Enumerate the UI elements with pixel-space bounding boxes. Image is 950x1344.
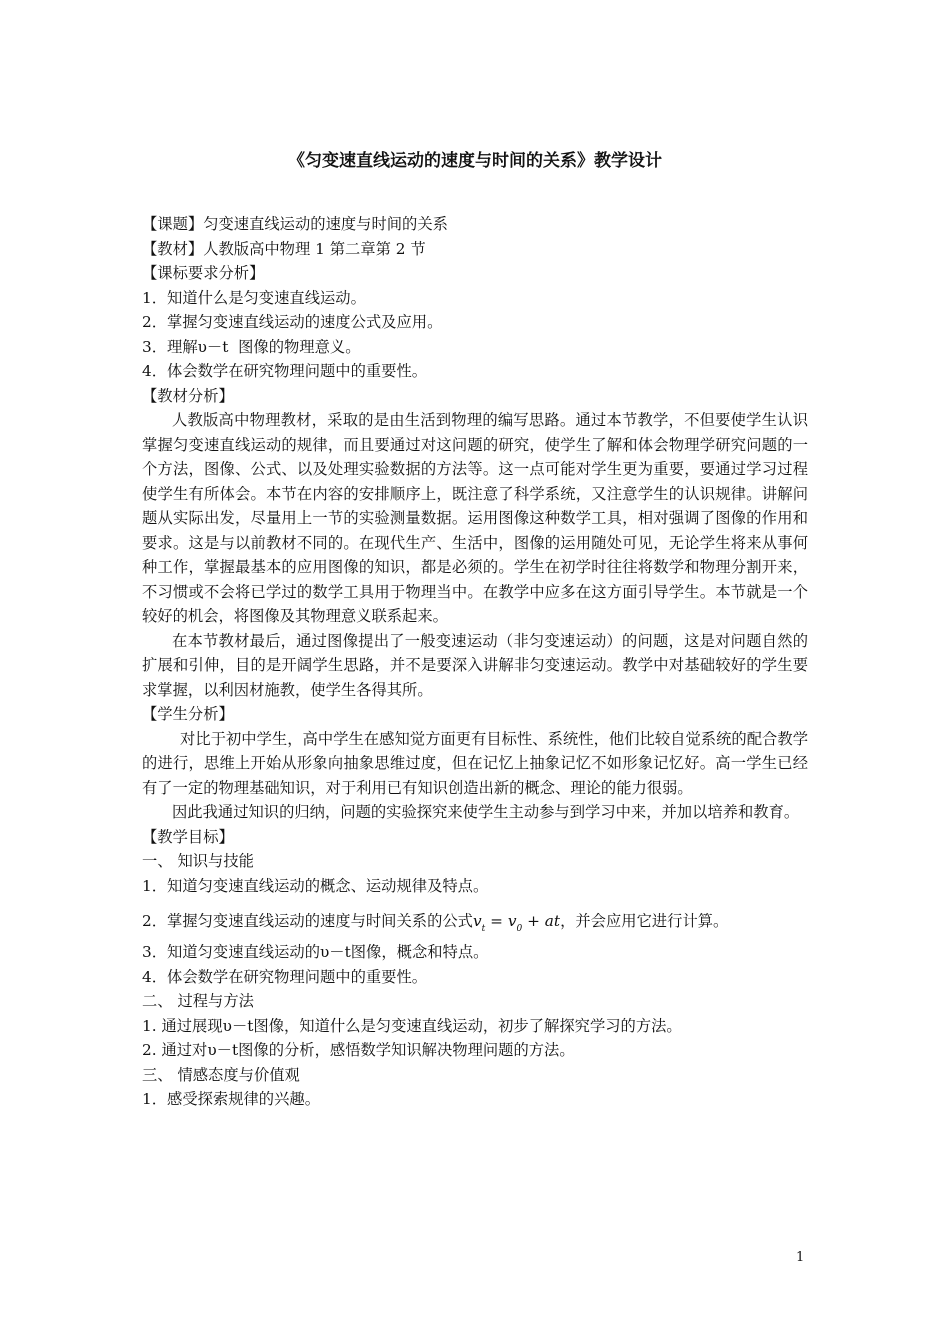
textbook-line: 【教材】人教版高中物理 1 第二章第 2 节 bbox=[142, 239, 426, 258]
vt-symbol: υ－t bbox=[222, 1016, 254, 1035]
document-title: 《匀变速直线运动的速度与时间的关系》教学设计 bbox=[288, 151, 662, 171]
curriculum-item-1: 1．知道什么是匀变速直线运动。 bbox=[142, 288, 366, 307]
vt-symbol: υ－t bbox=[320, 943, 351, 961]
material-paragraph-2: 在本节教材最后，通过图像提出了一般变速运动（非匀变速运动）的问题，这是对问题自然的扩展和引伸，目的是开阔学生思路，并不是要深入讲解非匀变速运动。教学中对基础较好的学生要求掌握，以利因材施教，使学生各得其所。 bbox=[142, 631, 808, 699]
goals-item-1-3: 3．知道匀变速直线运动的υ－t图像，概念和特点。 bbox=[142, 943, 489, 961]
lesson-line: 【课题】匀变速直线运动的速度与时间的关系 bbox=[142, 215, 448, 233]
curriculum-item-4: 4．体会数学在研究物理问题中的重要性。 bbox=[142, 362, 428, 380]
goals-section-1: 一、 知识与技能 bbox=[142, 852, 254, 870]
vt-symbol: υ－t bbox=[207, 1041, 239, 1059]
vt-symbol: υ－t bbox=[197, 337, 229, 356]
student-paragraph-1: 对比于初中学生，高中学生在感知觉方面更有目标性、系统性，他们比较自觉系统的配合教学的进行，思维上开始从形象向抽象思维过度，但在记忆上抽象记忆不如形象记忆好。高一学生已经有了一定的物理基础知识，对于利用已有知识创造出新的概念、理论的能力很弱。 bbox=[142, 729, 808, 797]
velocity-formula: $v_t = v_0$ + at bbox=[472, 912, 561, 934]
goals-item-1-1: 1．知道匀变速直线运动的概念、运动规律及特点。 bbox=[142, 876, 489, 895]
page-number: 1 bbox=[796, 1250, 805, 1265]
goals-item-1-2: 2．掌握匀变速直线运动的速度与时间关系的公式$v_t = v_0$ + at，并会应用它进行计算。 bbox=[142, 912, 729, 934]
goals-item-3-1: 1．感受探索规律的兴趣。 bbox=[142, 1090, 320, 1108]
student-paragraph-2: 因此我通过知识的归纳，问题的实验探究来使学生主动参与到学习中来，并加以培养和教育。 bbox=[172, 803, 800, 821]
goals-section-3: 三、 情感态度与价值观 bbox=[142, 1065, 300, 1084]
material-paragraph-1: 人教版高中物理教材，采取的是由生活到物理的编写思路。通过本节教学，不但要使学生认识掌握匀变速直线运动的规律，而且要通过对这问题的研究，使学生了解和体会物理学研究问题的一个方法，图像、公式、以及处理实验数据的方法等。这一点可能对学生更为重要，要通过学习过程使学生有所体会。本节在内容的安排顺序上，既注意了科学系统，又注意学生的认识规律。讲解问题从实际出发，尽量用上一节的实验测量数据。运用图像这种数学工具，相对强调了图像的作用和要求。这是与以前教材不同的。在现代生产、生活中，图像的运用随处可见，无论学生将来从事何种工作，掌握最基本的应用图像的知识，都是必须的。学生在初学时往往将数学和物理分割开来，不习惯或不会将已学过的数学工具用于物理当中。在教学中应多在这方面引导学生。本节就是一个较好的机会，将图像及其物理意义联系起来。 bbox=[142, 411, 808, 625]
curriculum-heading: 【课标要求分析】 bbox=[142, 264, 265, 282]
curriculum-item-3: 3．理解υ－t 图像的物理意义。 bbox=[142, 337, 361, 356]
curriculum-item-2: 2．掌握匀变速直线运动的速度公式及应用。 bbox=[142, 313, 443, 331]
goals-section-2: 二、 过程与方法 bbox=[142, 992, 254, 1010]
goals-heading: 【教学目标】 bbox=[142, 827, 234, 846]
material-heading: 【教材分析】 bbox=[142, 386, 234, 405]
goals-item-1-4: 4．体会数学在研究物理问题中的重要性。 bbox=[142, 967, 428, 986]
goals-item-2-2: 2. 通过对υ－t图像的分析，感悟数学知识解决物理问题的方法。 bbox=[142, 1041, 575, 1059]
goals-item-2-1: 1. 通过展现υ－t图像，知道什么是匀变速直线运动，初步了解探究学习的方法。 bbox=[142, 1016, 682, 1035]
document-body bbox=[142, 212, 808, 1112]
student-heading: 【学生分析】 bbox=[142, 705, 234, 723]
